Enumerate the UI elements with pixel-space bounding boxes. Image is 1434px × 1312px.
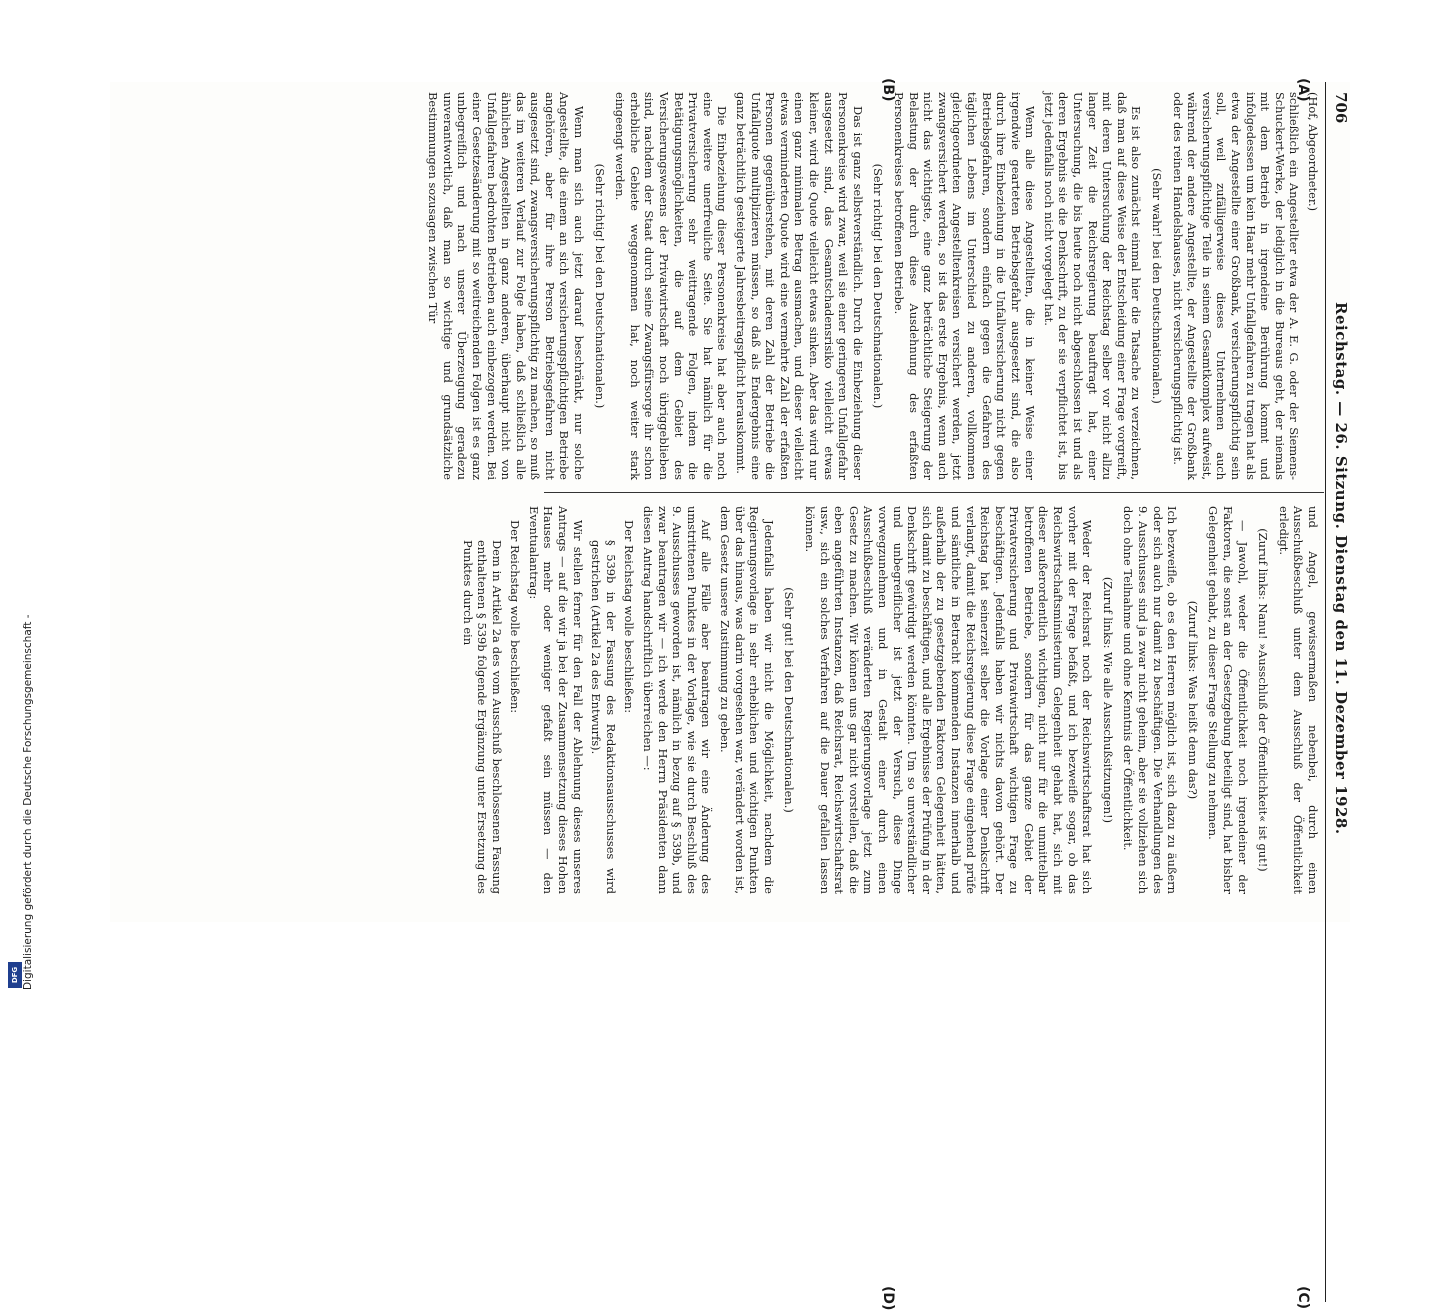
paragraph: Wenn alle diese Angestellten, die in keiner Weise einer irgendwie gearteten Betriebsgefahr ausgesetzt sind, die also durch ihre Einbeziehung in die Unfallversicherung nicht gegen Betriebsgefahren, sondern einfach gegen die Gefahren des täglichen Lebens im Unterschied zu anderen, vollkommen gleichgeordneten Angestelltenkreisen versichert werden, jetzt zwangsversichert werden, so ist das erste Ergebnis, wenn auch nicht das wichtigste, eine ganz beträchtliche Steigerung der Belastung der durch diese Ausdehnung des erfaßten Personenkreises betroffenen Betriebe. xyxy=(891,92,1038,480)
motion-text: Dem in Artikel 2a des vom Ausschuß beschlossenen Fassung enthaltenen § 539b folgende Ergänzung unter Ersetzung des Punktes durch ein xyxy=(460,540,504,894)
remark: (Zuruf links: Wie alle Ausschußsitzungen!) xyxy=(1100,576,1115,824)
paragraph: Weder der Reichsrat noch der Reichswirtschaftsrat hat sich vorher mit der Frage befaßt, und ich bezweifle sogar, ob das Reichswirtschaftsministerium Gelegenheit gehabt hat, sich mit dieser außerordentlich wichtigen, nicht nur für die unmittelbar betroffenen Betriebe, sondern für das ganze Gebiet der Privatversicherung und Privatwirtschaft wichtigen Frage zu beschäftigen. Jedenfalls haben wir nichts davon gehört. Der Reichstag hat seinerzeit selber die Vorlage einer Denkschrift verlangt, damit die Reichsregierung diese Frage eingehend prüfe und sämtliche in Betracht kommenden Instanzen innerhalb und außerhalb der zu gesetzgebenden Faktoren Gelegenheit hätten, sich damit zu beschäftigen, und alle Ergebnisse der Prüfung in der Denkschrift gewürdigt werden könnten. Um so unverständlicher und unbegreiflicher ist jetzt der Versuch, diese Dinge vorwegzunehmen und in Gestalt einer durch einen Ausschußbeschluß veränderten Regierungsvorlage jetzt zum Gesetz zu machen. Wir können uns gar nicht vorstellen, daß die eben angeführten Instanzen, daß Reichsrat, Reichswirtschaftsrat usw., sich ein solches Verfahren auf die Dauer gefallen lassen können. xyxy=(803,506,1095,894)
paragraph: — Jawohl, weder die Öffentlichkeit noch irgendeiner der Faktoren, die sonst an der Gesetzgebung beteiligt sind, hat bisher Gelegenheit gehabt, zu dieser Frage Stellung zu nehmen. xyxy=(1206,506,1250,894)
paragraph: schließlich ein Angestellter etwa der A. E. G. oder der Siemens-Schuckert-Werke, der lediglich in die Bureaus geht, der niemals mit dem Betrieb in irgendeine Berührung kommt und infolgedessen um kein Haar mehr Unfallgefahren zu tragen hat als etwa der Angestellte einer Großbank, versicherungspflichtig sein soll, weil zufälligerweise dieses Unternehmen auch versicherungspflichtige Teile in seinem Gesamtkomplex aufweist, während der andere Angestellte, der Angestellte der Großbank oder des reinen Handelshauses, nicht versicherungspflichtig ist. xyxy=(1170,92,1302,480)
digitization-sidebar xyxy=(0,0,34,1000)
paragraph: Auf alle Fälle aber beantragen wir eine Änderung des umstrittenen Punktes in der Vorlage, wie sie durch Beschluß des 9. Ausschusses geworden ist, nämlich in bezug auf § 539b, und zwar beantragen wir — ich werde den Herrn Präsidenten dann diesen Antrag handschriftlich überreichen —: xyxy=(641,506,714,894)
paragraph: Der Reichstag wolle beschließen: xyxy=(622,520,637,714)
paragraph: Die Einbeziehung dieser Personenkreise hat aber auch noch eine weitere unerfreuliche Seite. Sie hat nämlich für die Privatversicherung sehr weittragende Folgen, indem die Betätigungsmöglichkeiten, die auf dem Gebiet des Versicherungswesens der Privatwirtschaft noch übriggeblieben sind, nachdem der Staat durch seine Zwangsfürsorge ihr schon erhebliche Gebiete weggenommen hat, noch weiter stark eingeengt werden. xyxy=(613,92,730,480)
paragraph: Das ist ganz selbstverständlich. Durch die Einbeziehung dieser Personenkreise wird zwar, weil sie einer geringeren Unfallgefahr ausgesetzt sind, das Gesamtschadensrisiko vielleicht etwas kleiner, wird die Quote vielleicht etwas sinken. Aber das wird nur einen ganz minimalen Betrag ausmachen, und dieser vielleicht etwas verminderten Quote wird eine vermehrte Zahl der erfaßten Personen gegenüberstehen, mit deren Zahl der Betriebe die Unfallquote multiplizieren müssen, so daß als Endergebnis eine ganz beträchtlich gesteigerte Jahresbeitragspflicht herauskommt. xyxy=(734,92,865,480)
page-number: 706 xyxy=(1332,92,1350,124)
header-rule xyxy=(1325,82,1326,1302)
paragraph: Wenn man sich auch jetzt darauf beschränkt, nur solche Angestellte, die einem an sich versicherungspflichtigen Betriebe angehören, aber für ihre Person Betriebsgefahren nicht ausgesetzt sind, zwangsversicherungspflichtig zu machen, so muß das im weiteren Verlauf zur Folge haben, daß schließlich alle ähnlichen Angestellten in ganz anderen, überhaupt nicht von Unfallgefahren bedrohten Betrieben auch einbezogen werden. Bei einer Gesetzesänderung mit so weitreichenden Folgen ist es ganz unbegreiflich und nach unserer Überzeugung geradezu unverantwortlich, daß man so wichtige und grundsätzliche Bestimmungen sozusagen zwischen Tür xyxy=(426,92,587,480)
remark: (Zuruf links: Was heißt denn das?) xyxy=(1185,600,1200,800)
remark: (Sehr wahr! bei den Deutschnationalen.) xyxy=(1150,168,1165,404)
remark: (Sehr gut! bei den Deutschnationalen.) xyxy=(782,587,797,813)
document-page xyxy=(110,78,1350,1311)
margin-mark-c: (C) xyxy=(1295,1286,1311,1310)
margin-mark-d: (D) xyxy=(880,1286,896,1311)
speaker-line: (Hof, Abgeordneter.) xyxy=(1306,92,1320,212)
remark: (Sehr richtig! bei den Deutschnationalen.) xyxy=(871,163,886,409)
digitization-note: Digitalisierung gefördert durch die Deutsche Forschungsgemeinschaft - xyxy=(22,614,34,990)
remark: (Zuruf links: Nanu! »Ausschluß der Öffentlichkeit« ist gut!) xyxy=(1256,528,1271,872)
rotated-sheet xyxy=(110,78,1350,1311)
remark: (Sehr richtig! bei den Deutschnationalen.) xyxy=(592,163,607,409)
paragraph: Es ist also zunächst einmal hier die Tatsache zu verzeichnen, daß man auf diese Weise der Entscheidung einer Frage vorgreift, mit deren Untersuchung der Reichstag selber vor nicht allzu langer Zeit die Reichsregierung beauftragt hat, einer Untersuchung, die bis heute noch nicht abgeschlossen ist und als deren Ergebnis sie die Denkschrift, zu der sie verpflichtet ist, bis jetzt jedenfalls noch nicht vorgelegt hat. xyxy=(1041,92,1144,480)
dfg-logo-icon: DFG xyxy=(8,962,22,988)
motion-text: § 539b in der Fassung des Redaktionsausschusses wird gestrichen (Artikel 2a des Entwurfs). xyxy=(589,540,618,894)
margin-mark-b: (B) xyxy=(880,78,896,102)
right-column xyxy=(456,506,1320,894)
paragraph: und Angel, gewissermaßen nebenbei, durch einen Ausschußbeschluß unter dem Ausschluß der Öffentlichkeit erledigt. xyxy=(1276,506,1320,894)
margin-mark-a: (A) xyxy=(1295,78,1311,102)
page-header xyxy=(1328,92,1350,1312)
left-column xyxy=(422,92,1320,480)
paragraph: Der Reichstag wolle beschließen: xyxy=(508,520,523,714)
paragraph: Ich bezweifle, ob es den Herren möglich ist, sich dazu zu äußern oder sich auch nur damit zu beschäftigen. Die Verhandlungen des 9. Ausschusses sind ja zwar nicht geheim, aber sie vollziehen sich doch ohne Teilnahme und ohne Kenntnis der Öffentlichkeit. xyxy=(1121,506,1180,894)
column-divider xyxy=(544,492,1324,493)
paragraph: Wir stellen ferner für den Fall der Ablehnung dieses unseres Antrags — auf die wir ja bei der Zusammensetzung dieses Hohen Hauses mehr oder weniger gefaßt sein müssen — den Eventualantrag: xyxy=(526,506,585,894)
paragraph: Jedenfalls haben wir nicht die Möglichkeit, nachdem die Regierungsvorlage in sehr erheblichen und wichtigen Punkten über das hinaus, was darin vorgesehen war, verändert worden ist, dem Gesetz unsere Zustimmung zu geben. xyxy=(718,506,776,894)
running-title: Reichstag. — 26. Sitzung. Dienstag den 11. Dezember 1928. xyxy=(1332,302,1350,835)
